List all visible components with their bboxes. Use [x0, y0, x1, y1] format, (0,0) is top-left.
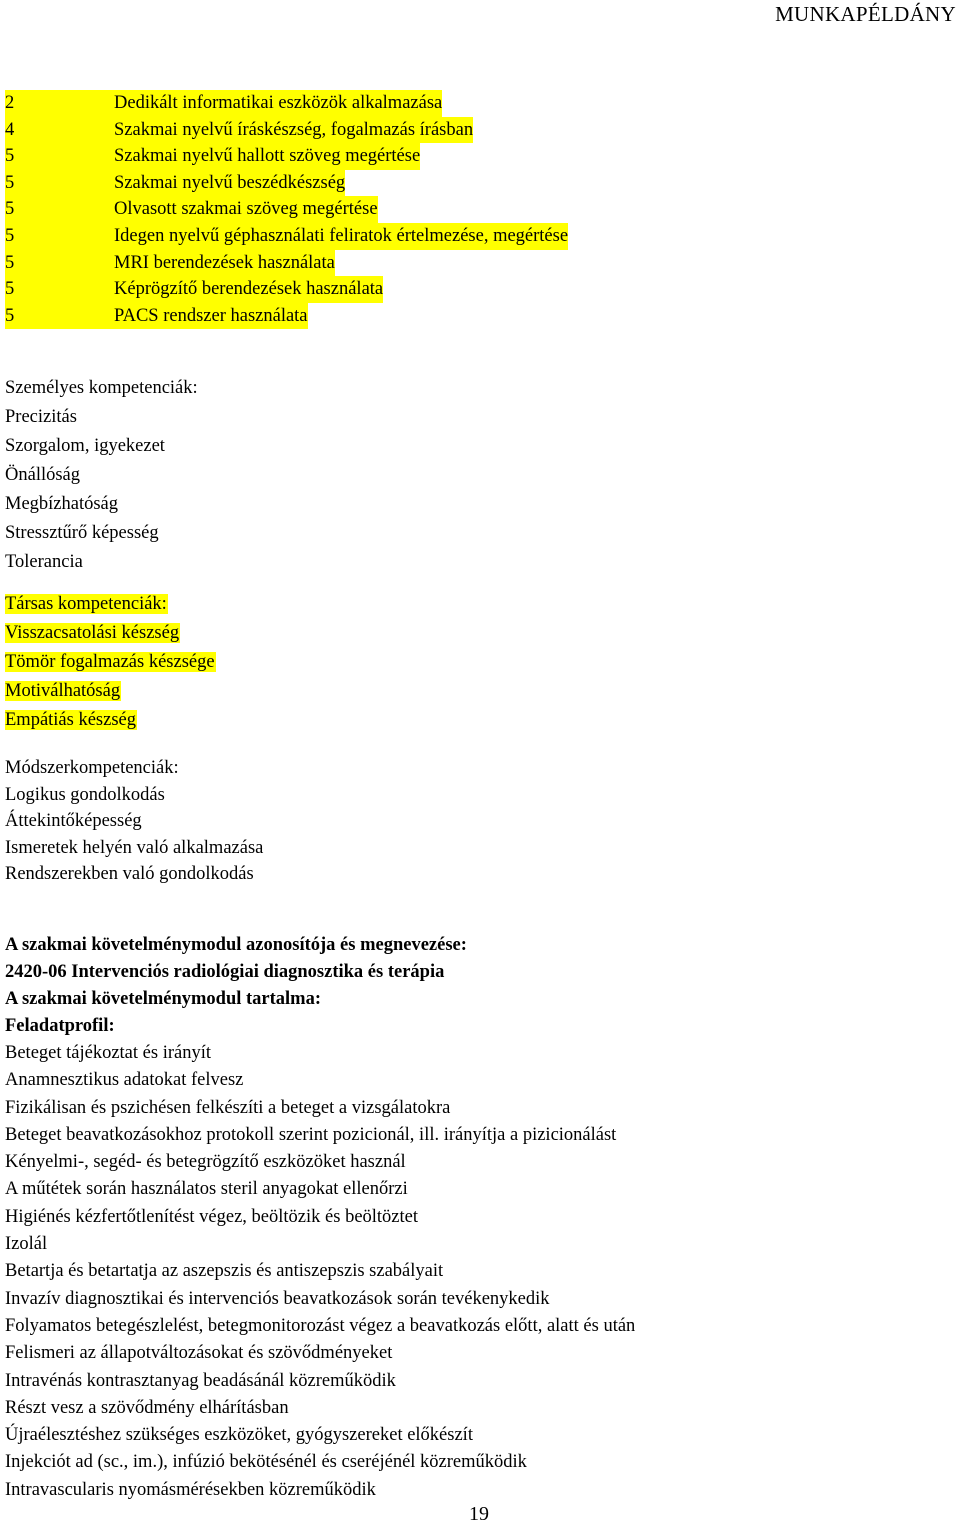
task-item: Felismeri az állapotváltozásokat és szövődményeket	[5, 1343, 393, 1364]
skill-name: Dedikált informatikai eszközök alkalmazása	[114, 90, 442, 117]
task-item: Beteget tájékoztat és irányít	[5, 1043, 211, 1063]
skill-level-table	[5, 90, 568, 329]
skill-row	[5, 170, 568, 197]
competency-item: Visszacsatolási készség	[5, 623, 180, 643]
task-item: Izolál	[5, 1234, 48, 1255]
task-item: Intravénás kontrasztanyag beadásánál közreműködik	[5, 1370, 396, 1391]
task-item: Kényelmi-, segéd- és betegrögzítő eszközöket használ	[5, 1152, 406, 1173]
skill-name: Képrögzítő berendezések használata	[114, 276, 383, 303]
competency-item: Stressztűrő képesség	[5, 523, 159, 543]
social-competencies	[5, 590, 216, 735]
section-title: Módszerkompetenciák:	[5, 758, 179, 778]
skill-level: 5	[5, 170, 114, 197]
module-id-value: 2420-06 Intervenciós radiológiai diagnosztika és terápia	[5, 962, 445, 982]
competency-item: Önállóság	[5, 465, 81, 485]
skill-level: 2	[5, 90, 114, 117]
competency-item: Empátiás készség	[5, 710, 136, 730]
skill-level: 5	[5, 276, 114, 303]
competency-item: Tömör fogalmazás készsége	[5, 652, 215, 672]
skill-name: Olvasott szakmai szöveg megértése	[114, 196, 378, 223]
method-competencies	[5, 755, 263, 888]
module-section	[5, 932, 635, 1504]
task-item: Újraélesztéshez szükséges eszközöket, gyógyszereket előkészít	[5, 1425, 473, 1446]
task-item: Higiénés kézfertőtlenítést végez, beöltözik és beöltöztet	[5, 1206, 419, 1227]
competency-item: Rendszerekben való gondolkodás	[5, 864, 254, 885]
competency-item: Motiválhatóság	[5, 681, 121, 701]
competency-item: Szorgalom, igyekezet	[5, 436, 165, 456]
skill-level: 4	[5, 117, 114, 144]
skill-row	[5, 223, 568, 250]
task-item: Injekciót ad (sc., im.), infúzió bekötésénél és cseréjénél közreműködik	[5, 1452, 527, 1473]
task-item: Beteget beavatkozásokhoz protokoll szerint pozicionál, ill. irányítja a pizicionálást	[5, 1124, 617, 1145]
task-item: Folyamatos betegészlelést, betegmonitorozást végez a beavatkozás előtt, alatt és után	[5, 1315, 636, 1336]
section-title: Személyes kompetenciák:	[5, 378, 198, 398]
skill-row	[5, 90, 568, 117]
task-item: Anamnesztikus adatokat felvesz	[5, 1070, 244, 1091]
task-item: Intravascularis nyomásmérésekben közreműködik	[5, 1479, 376, 1500]
skill-row	[5, 250, 568, 277]
task-item: Részt vesz a szövődmény elhárításban	[5, 1397, 289, 1418]
skill-name: Szakmai nyelvű beszédkészség	[114, 170, 345, 197]
skill-name: Szakmai nyelvű íráskészség, fogalmazás írásban	[114, 117, 473, 144]
task-item: A műtétek során használatos steril anyagokat ellenőrzi	[5, 1179, 408, 1200]
module-content-heading: A szakmai követelménymodul tartalma:	[5, 989, 322, 1009]
skill-name: PACS rendszer használata	[114, 303, 308, 330]
skill-row	[5, 196, 568, 223]
skill-name: Szakmai nyelvű hallott szöveg megértése	[114, 143, 420, 170]
section-title: Társas kompetenciák:	[5, 594, 167, 614]
skill-name: MRI berendezések használata	[114, 250, 335, 277]
skill-level: 5	[5, 143, 114, 170]
skill-row	[5, 276, 568, 303]
skill-name: Idegen nyelvű géphasználati feliratok értelmezése, megértése	[114, 223, 568, 250]
skill-level: 5	[5, 250, 114, 277]
watermark-header: MUNKAPÉLDÁNY	[775, 2, 956, 26]
competency-item: Megbízhatóság	[5, 494, 119, 514]
page-number: 19	[469, 1503, 489, 1525]
personal-competencies	[5, 374, 198, 577]
competency-item: Ismeretek helyén való alkalmazása	[5, 837, 264, 858]
competency-item: Áttekintőképesség	[5, 811, 142, 832]
skill-level: 5	[5, 196, 114, 223]
skill-row	[5, 303, 568, 330]
skill-row	[5, 117, 568, 144]
module-id-heading: A szakmai követelménymodul azonosítója és megnevezése:	[5, 935, 467, 955]
task-item: Invazív diagnosztikai és intervenciós beavatkozások során tevékenykedik	[5, 1288, 550, 1309]
skill-level: 5	[5, 303, 114, 330]
skill-row	[5, 143, 568, 170]
task-item: Fizikálisan és pszichésen felkészíti a beteget a vizsgálatokra	[5, 1097, 451, 1118]
profile-heading: Feladatprofil:	[5, 1016, 115, 1036]
competency-item: Tolerancia	[5, 552, 83, 572]
competency-item: Logikus gondolkodás	[5, 784, 165, 805]
task-item: Betartja és betartatja az aszepszis és antiszepszis szabályait	[5, 1261, 444, 1282]
competency-item: Precizitás	[5, 407, 77, 427]
skill-level: 5	[5, 223, 114, 250]
